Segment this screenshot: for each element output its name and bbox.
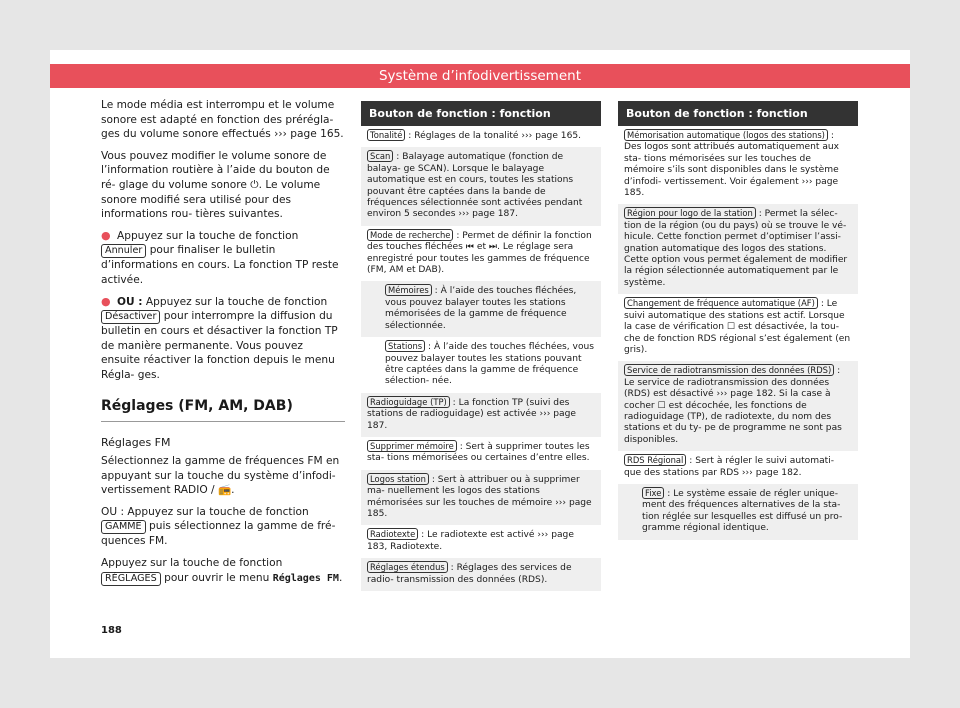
function-description: : Réglages de la tonalité ››› page 165. <box>408 131 582 141</box>
function-table-1 <box>361 101 601 591</box>
table-row <box>361 147 601 225</box>
function-description: : Permet la sélec- tion de la région (ou du pays) où se trouve le vé- hicule. Cette fonction permet d’optimiser l’assi- gnation automatique des logos des stations. Cette option vous permet également de modifier la région sélectionnée automatiquement par le système. <box>624 209 848 288</box>
function-key-label: Logos station <box>367 473 429 485</box>
function-description: : À l’aide des touches fléchées, vous pouvez balayer toutes les stations pouvant être captées dans la gamme de fréquence sélection- née. <box>385 342 595 387</box>
function-description: : Balayage automatique (fonction de balaya- ge SCAN). Lorsque le balayage automatique est en cours, toutes les stations pouvant être captées dans la bande de fréquences sélectionnée sont activées pendant environ 5 secondes ››› page 187. <box>367 152 583 220</box>
paragraph: Sélectionnez la gamme de fréquences FM en appuyant sur la touche du système d’infodi- vertissement RADIO / 📻. <box>101 455 340 497</box>
function-key-label: Mode de recherche <box>367 229 453 241</box>
section-header: Système d’infodivertissement <box>50 64 910 88</box>
function-key-label: Radiotexte <box>367 528 418 540</box>
function-description: : Permet de définir la fonction des touches fléchées ⏮ et ⏭. Le réglage sera enregistré pour toutes les gammes de fréquence (FM, AM et DAB). <box>367 230 592 276</box>
text: Appuyez sur la touche de fonction <box>101 557 283 570</box>
bullet-item <box>101 229 345 288</box>
subsection-heading: Réglages FM <box>101 435 171 449</box>
table-row <box>361 126 601 147</box>
function-description: : Réglages des services de radio- transmission des données (RDS). <box>367 563 572 585</box>
function-table-2 <box>618 101 858 540</box>
function-key-label: Tonalité <box>367 129 405 141</box>
text: Appuyez sur la touche de fonction <box>116 229 299 242</box>
page-number: 188 <box>101 625 122 636</box>
function-key-label: Service de radiotransmission des données (RDS) <box>624 364 834 376</box>
function-description: : Le système essaie de régler unique- ment des fréquences alternatives de la sta- tion réglée sur lesquelles est diffusé un pro- gramme régional identique. <box>642 488 843 534</box>
text: puis sélectionnez la gamme de fré- quences FM. <box>101 520 336 548</box>
bullet-icon: ● <box>101 228 111 242</box>
function-description: : Le radiotexte est activé ››› page 183, Radiotexte. <box>367 530 574 552</box>
function-key-label: Mémoires <box>385 284 432 296</box>
table-row <box>618 484 858 540</box>
table-header: Bouton de fonction : fonction <box>361 101 601 126</box>
function-key-label: Fixe <box>642 487 664 499</box>
function-key-label: Région pour logo de la station <box>624 207 756 219</box>
function-description: : Le service de radiotransmission des données (RDS) est désactivé ››› page 182. Si la case à cocher ☐ est décochée, les fonctions de radioguidage (TP), de radiotexte, du nom des stations et du ty- pe de programme ne sont pas disponibles. <box>624 366 842 445</box>
function-key-label: Changement de fréquence automatique (AF) <box>624 297 818 309</box>
table-row <box>361 470 601 526</box>
function-key-label: RÉGLAGES <box>101 572 161 586</box>
table-row <box>361 337 601 393</box>
table-row <box>361 281 601 337</box>
function-key-label: GAMME <box>101 520 146 534</box>
text: Appuyez sur la touche de fonction <box>145 295 328 308</box>
table-row <box>361 393 601 437</box>
section-heading: Réglages (FM, AM, DAB) <box>101 397 293 414</box>
text: pour interrompre la diffusion du bulletin en cours et désactiver la fonction TP de manière permanente. Vous pouvez ensuite réactiver la fonction depuis le menu Régla- ges. <box>101 310 338 381</box>
main-text-column <box>101 98 345 593</box>
function-key-label: RDS Régional <box>624 454 686 466</box>
bullet-icon: ● <box>101 294 111 308</box>
function-key-label: Désactiver <box>101 310 160 324</box>
function-description: : À l’aide des touches fléchées, vous pouvez balayer toutes les stations mémorisées de la gamme de fréquence sélectionnée. <box>385 286 577 331</box>
function-key-label: Supprimer mémoire <box>367 440 457 452</box>
function-description: : Sert à attribuer ou à supprimer ma- nuellement les logos des stations mémorisées sur les touches de mémoire ››› page 185. <box>367 474 592 519</box>
function-key-label: Réglages étendus <box>367 561 448 573</box>
function-key-label: Annuler <box>101 244 146 258</box>
table-header: Bouton de fonction : fonction <box>618 101 858 126</box>
bullet-item <box>101 295 345 383</box>
paragraph: Vous pouvez modifier le volume sonore de l’information routière à l’aide du bouton de ré- glage du volume sonore ⏻. Le volume sonore modifié sera utilisé pour des informations rou- tières suivantes. <box>101 149 330 221</box>
text: pour finaliser le bulletin d’informations en cours. La fonction TP reste activée. <box>101 244 339 286</box>
table-row <box>361 525 601 558</box>
table-row <box>361 558 601 591</box>
text: OU : <box>116 295 143 308</box>
function-description: : La fonction TP (suivi des stations de radioguidage) est activée ››› page 187. <box>367 397 576 431</box>
table-row <box>618 294 858 361</box>
text: pour ouvrir le menu <box>164 571 270 584</box>
function-key-label: Radioguidage (TP) <box>367 396 450 408</box>
table-row <box>618 451 858 484</box>
menu-name: Réglages FM <box>272 572 339 584</box>
function-description: : Sert à supprimer toutes les sta- tions mémorisées ou certaines d’entre elles. <box>367 441 590 464</box>
function-key-label: Mémorisation automatique (logos des stations) <box>624 129 828 141</box>
table-row <box>361 437 601 470</box>
divider <box>101 421 345 422</box>
function-description: : Des logos sont attribués automatiquement aux sta- tions mémorisées sur les touches de mémoire s’ils sont disponibles dans le système d’infodi- vertissement. Voir également ››› page 185. <box>624 131 840 199</box>
function-key-label: Stations <box>385 340 425 352</box>
function-key-label: Scan <box>367 150 393 162</box>
paragraph <box>101 505 345 549</box>
table-row <box>361 226 601 282</box>
paragraph: Le mode média est interrompu et le volume sonore est adapté en fonction des prérégla- ges du volume sonore effectués ››› page 165. <box>101 99 344 141</box>
function-description: : Sert à régler le suivi automati- que des stations par RDS ››› page 182. <box>624 456 835 478</box>
table-row <box>618 204 858 294</box>
table-row <box>618 361 858 451</box>
table-row <box>618 126 858 204</box>
paragraph: Appuyez sur la touche de fonction RÉGLAGES pour ouvrir le menu Réglages FM. <box>101 557 343 584</box>
text: OU : Appuyez sur la touche de fonction <box>101 505 309 518</box>
function-description: : Le suivi automatique des stations est actif. Lorsque la case de vérification ☐ est désactivée, la tou- che de fonction RDS régional s’est également (en gris). <box>624 299 851 355</box>
